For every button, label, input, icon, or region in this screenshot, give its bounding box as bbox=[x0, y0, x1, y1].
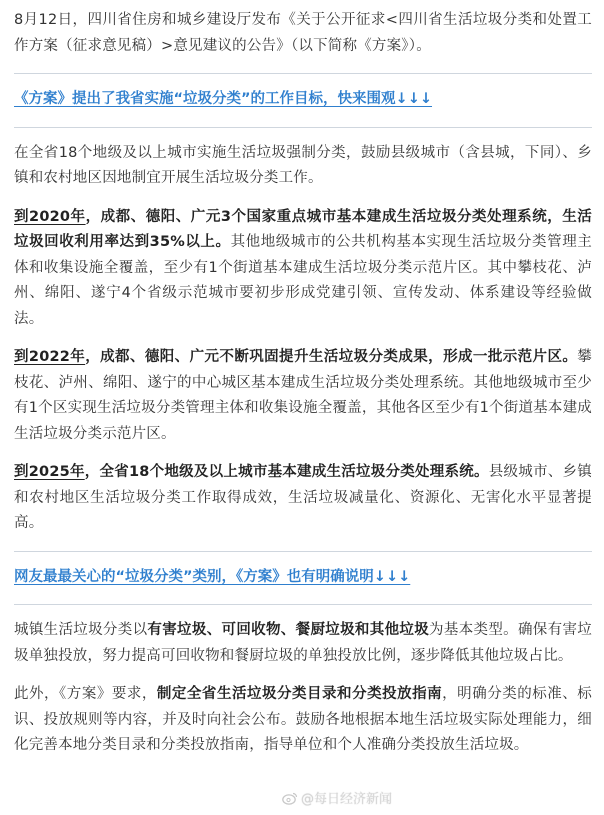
goal-2025-bold: ，全省18个地级及以上城市基本建成生活垃圾分类处理系统。 bbox=[84, 464, 489, 480]
paragraph-guidelines bbox=[14, 682, 592, 759]
year-2020: 到2020年 bbox=[14, 208, 86, 225]
goal-2020-bold: ，成都、德阳、广元3个国家重点城市基本建成生活垃圾分类处理系统，生活垃圾回收利用率达到35%以上。 bbox=[14, 208, 592, 250]
divider bbox=[14, 127, 592, 128]
paragraph-categories bbox=[14, 618, 592, 669]
categories-post: 为基本类型。确保有害垃圾单独投放，努力提高可回收物和餐厨垃圾的单独投放比例，逐步降低其他垃圾占比。 bbox=[14, 622, 592, 664]
paragraph-scope: 在全省18个地级及以上城市实施生活垃圾强制分类，鼓励县级城市（含县城，下同）、乡镇和农村地区因地制宜开展生活垃圾分类工作。 bbox=[14, 144, 592, 186]
article-body bbox=[14, 8, 592, 759]
guidelines-post: ，明确分类的标准、标识、投放规则等内容，并及时向社会公布。鼓励各地根据本地生活垃圾实际处理能力，细化完善本地分类目录和分类投放指南，指导单位和个人准确分类投放生活垃圾。 bbox=[14, 686, 592, 753]
divider bbox=[14, 73, 592, 74]
year-2022: 到2022年 bbox=[14, 349, 86, 365]
watermark-text: @每日经济新闻 bbox=[300, 792, 392, 807]
intro-paragraph: 8月12日，四川省住房和城乡建设厅发布《关于公开征求<四川省生活垃圾分类和处置工作方案（征求意见稿）>意见建议的公告》（以下简称《方案》）。 bbox=[14, 12, 592, 54]
categories-bold: 有害垃圾、可回收物、餐厨垃圾和其他垃圾 bbox=[147, 622, 430, 638]
guidelines-bold: 制定全省生活垃圾分类目录和分类投放指南 bbox=[156, 686, 443, 702]
weibo-watermark bbox=[282, 788, 392, 807]
paragraph-2022 bbox=[14, 345, 592, 447]
divider bbox=[14, 551, 592, 552]
goal-2022-text: 攀枝花、泸州、绵阳、遂宁的中心城区基本建成生活垃圾分类处理系统。其他地级城市至少有1个区实现生活垃圾分类管理主体和收集设施全覆盖，其他各区至少有1个街道基本建成生活垃圾分类示范片区。 bbox=[14, 349, 592, 442]
goal-2022-bold: ，成都、德阳、广元不断巩固提升生活垃圾分类成果，形成一批示范片区。 bbox=[85, 349, 578, 365]
paragraph-2020 bbox=[14, 205, 592, 333]
goal-2025-text: 县级城市、乡镇和农村地区生活垃圾分类工作取得成效，生活垃圾减量化、资源化、无害化水平显著提高。 bbox=[14, 464, 592, 531]
divider bbox=[14, 604, 592, 605]
guidelines-pre: 此外，《方案》要求， bbox=[14, 686, 157, 702]
goal-2020-text: 其他地级城市的公共机构基本实现生活垃圾分类管理主体和收集设施全覆盖，至少有1个街道基本建成生活垃圾分类示范片区。其中攀枝花、泸州、绵阳、遂宁4个省级示范城市要初步形成党建引领、宣传发动、体系建设等经验做法。 bbox=[14, 234, 592, 327]
section-heading-goals[interactable]: 《方案》提出了我省实施“垃圾分类”的工作目标，快来围观↓↓↓ bbox=[14, 91, 433, 107]
paragraph-2025 bbox=[14, 460, 592, 537]
year-2025: 到2025年 bbox=[14, 464, 85, 480]
categories-pre: 城镇生活垃圾分类以 bbox=[14, 622, 148, 638]
section-heading-categories[interactable]: 网友最最关心的“垃圾分类”类别，《方案》也有明确说明↓↓↓ bbox=[14, 568, 411, 585]
weibo-logo-icon bbox=[282, 791, 298, 805]
